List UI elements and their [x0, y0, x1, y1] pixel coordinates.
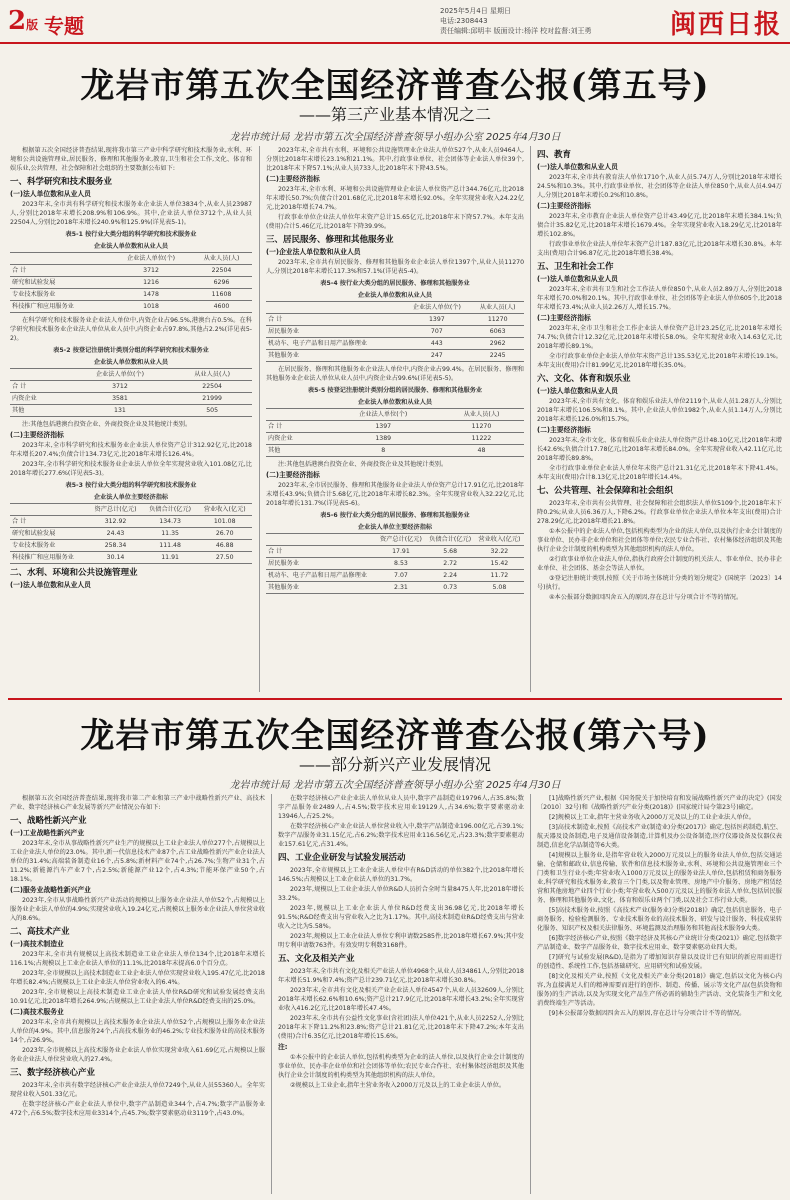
table-caption: 企业法人单位数和从业人员 [93, 359, 169, 366]
bulletin6-column-1 [10, 794, 265, 1194]
subsection-heading: (一)法人单位数和从业人员 [537, 387, 618, 395]
subsection-heading: (二)主要经济指标 [537, 426, 591, 434]
table-caption: 表5-2 按登记注册统计类别分组的科学研究和技术服务业 [53, 347, 209, 354]
table-row: 科技推广和应用服务业 30.14 11.91 27.50 [10, 552, 252, 564]
paragraph: 2023年末,全市共有卫生和社会工作法人单位850个,从业人员2.89万人,分别比2018年末增长70.0%和20.1%。其中,行政事业单位、社会团体等企业法人单位605个,比2018年末增长73.4%;从业人员2.26万人,增长15.7%。 [537, 286, 782, 311]
table-row: 其他 131 505 [10, 405, 252, 417]
notes-heading: 注: [278, 1043, 288, 1051]
section-heading: 七、公共管理、社会保障和社会组织 [537, 486, 674, 496]
footnote: [3]高技术制造业,按照《高技术产业(制造业)分类(2017)》确定,包括医药制造,航空、航天器及设备制造,电子及通信设备制造,计算机及办公设备制造,医疗仪器设备及仪器仪表制造,信息化学品制造等6大类。 [537, 824, 782, 849]
footnote: ②规模以上工业企业,指年主营业务收入2000万元及以上的工业企业法人单位。 [290, 1082, 506, 1089]
paragraph: 2023年末,全市共有规模以上高技术服务业企业法人单位52个,占规模以上服务业企业法人单位的4.9%。其中,信息服务24个,占高技术服务业的46.2%;专业技术服务业的高技术服务14个,占26.9%。 [10, 1019, 265, 1044]
section-heading: 三、数字经济核心产业 [10, 1068, 96, 1078]
paragraph: 2023年,规模以上工业企业法人单位专利申请数2585件,比2018年增长67.9%;其中发明专利申请数763件。有效发明专利数3168件。 [278, 933, 524, 949]
table-caption: 企业法人单位主要经济指标 [357, 524, 433, 531]
table-caption: 表5-1 按行业大类分组的科学研究和技术服务业 [65, 231, 197, 238]
table-5-5: 企业法人单位(个) 从业人员(人) 合 计 1397 11270 内资企业 1389 11222 其他 8 48 [266, 408, 524, 457]
paragraph: 2023年,全市规模以上高技术服务业企业法人单位实现营业收入61.69亿元,占规模以上服务业企业法人单位营业收入的27.4%。 [10, 1047, 265, 1063]
table-row: 专业技术服务业 258.34 111.48 46.88 [10, 540, 252, 552]
footnote: [6]数字经济核心产业,按照《数字经济及其核心产业统计分类(2021)》确定,包括数字产品制造业、数字产品服务业、数字技术应用业、数字要素驱动业四大类。 [537, 935, 782, 951]
subsection-heading: (一)法人单位数和从业人员 [10, 581, 91, 589]
bulletin6-subtitle: ——部分新兴产业发展情况 [298, 755, 491, 774]
section-heading: 三、居民服务、修理和其他服务业 [266, 235, 394, 245]
table-5-1: 企业法人单位(个) 从业人员(人) 合 计 3712 22504 研究和试验发展 1216 6296 专业技术服务业 1478 11608 科技推广和应用服务业 1018 4600 [10, 252, 252, 313]
bulletin6-column-3 [537, 794, 782, 1194]
bulletin6-title: 龙岩市第五次全国经济普查公报(第六号) [80, 716, 710, 756]
table-row: 科技推广和应用服务业 1018 4600 [10, 301, 252, 313]
issue-meta [440, 6, 592, 36]
paragraph: 2023年末,全市水利、环境和公共设施管理业企业法人单位资产总计344.76亿元,比2018年末增长50.7%;负债合计201.68亿元,比2018年末增长92.0%。全年实现营业收入24.22亿元,比2018年增长74.7%。 [266, 186, 524, 211]
paragraph: 2023年末,全市共有科学研究和技术服务业企业法人单位3834个,从业人员23987人,分别比2018年末增长208.9%和106.9%。其中,企业法人单位3712个,从业人员22504人,分别比2018年末增长240.9%和125.9%(详见表5-1)。 [10, 201, 252, 226]
paragraph: 2023年末,全市共有居民服务、修理和其他服务业企业法人单位1397个,从业人员11270人,分别比2018年末增长117.3%和57.1%(详见表5-4)。 [266, 259, 524, 275]
table-row: 合 计 17.91 5.68 32.22 [266, 546, 524, 558]
column-divider [530, 794, 531, 1194]
paragraph: 2023年末,全市共有文化、体育和娱乐业法人单位2119个,从业人员1.28万人,分别比2018年末增长106.5%和8.1%。其中,企业法人单位1982个,从业人员1.14万人,分别比2018年末增长126.0%和15.7%。 [537, 398, 782, 423]
table-row: 其他 8 48 [266, 445, 524, 457]
paragraph: 全市行政事业单位企业法人单位年末资产总计135.53亿元,比2018年末增长19.1%。本年支出(费用)合计81.99亿元,比2018年增长35.0%。 [537, 353, 782, 369]
paragraph: 2023年,全市规模以上高技术制造业工业企业法人单位实现营业收入195.47亿元,比2018年增长82.4%;占规模以上工业企业法人单位营业收入的6.4%。 [10, 970, 265, 986]
table-row: 其他服务业 247 2245 [266, 350, 524, 362]
bulletin5-title: 龙岩市第五次全国经济普查公报(第五号) [80, 66, 710, 106]
table-caption: 企业法人单位数和从业人员 [357, 292, 433, 299]
table-row: 合 计 1397 11270 [266, 421, 524, 433]
paragraph: 行政事业单位企业法人单位年末资产总计187.83亿元,比2018年末增长30.8%。本年支出(费用)合计96.87亿元,比2018年增长38.4%。 [537, 241, 782, 257]
subsection-heading: (二)服务业战略性新兴产业 [10, 886, 91, 894]
table-row: 内资企业 3581 21999 [10, 393, 252, 405]
bulletin6-byline: 龙岩市统计局 龙岩市第五次全国经济普查领导小组办公室 2025年4月30日 [229, 780, 561, 791]
paragraph: 在科学研究和技术服务业企业法人单位中,内资企业占96.5%,港澳台占0.5%。在科学研究和技术服务业企业法人单位从业人员中,内资企业占97.8%,其他占2.2%(详见表5-2)。 [10, 317, 252, 342]
footnote: ①本公报中的企业法人单位,包括机构类型为企业的法人单位,以及执行企业会计制度的事业单位、民办非企业单位和社会团体等单位;农民专业合作社、农村集体经济组织及其他执行企业会计制度的机构类型为其他组织机构的法人单位。 [537, 528, 782, 553]
paragraph: 2023年末,全市共有文化及相关产业法人单位4968个,从业人员34861人,分别比2018年末增长51.9%和7.4%;资产总计239.71亿元,比2018年末增长30.8%。 [278, 968, 524, 984]
subsection-heading: (一)法人单位数和从业人员 [537, 275, 618, 283]
newspaper-logo: 闽西日报 [669, 10, 782, 40]
footnote: [2]规模以上工业,指年主营业务收入2000万元及以上的工业企业法人单位。 [549, 814, 755, 821]
section-heading: 五、卫生和社会工作 [537, 262, 614, 272]
paragraph: 在数字经济核心产业企业法人单位从业人员中,数字产品制造业19796人,占35.8%;数字产品服务业2489人,占4.5%;数字技术应用业19129人,占34.6%;数字要素驱动业13946人,占25.2%。 [278, 795, 524, 820]
table-row: 机动车、电子产品和日用产品修理业 443 2962 [266, 338, 524, 350]
subsection-heading: (一)工业战略性新兴产业 [10, 829, 85, 837]
footnote: [8]文化及相关产业,按照《文化及相关产业分类(2018)》确定,包括以文化为核心内容,为直接满足人们的精神需要而进行的创作、制造、传播、展示等文化产品(包括货物和服务)的生产活动,以及为实现文化产品生产所必需的辅助生产活动、文化装备生产和文化消费终端生产等活动。 [537, 973, 782, 1007]
paragraph: 2023年,全市科学研究和技术服务业企业法人单位全年实现营业收入101.08亿元,比2018年增长277.6%(详见表5-3)。 [10, 461, 252, 477]
table-caption: 企业法人单位数和从业人员 [93, 243, 169, 250]
paragraph: 2023年末,全市文化、体育和娱乐业企业法人单位资产总计48.10亿元,比2018年末增长42.6%;负债合计17.78亿元,比2018年末增长84.0%。全年实现营业收入42.11亿元,比2018年增长89.8%。 [537, 437, 782, 462]
intro-paragraph: 根据第五次全国经济普查结果,现将我市第三产业中科学研究和技术服务业,水利、环境和公共设施管理业,居民服务、修理和其他服务业,教育,卫生和社会工作,文化、体育和娱乐业,公共管理、社会保障和社会组织的主要数据公布如下: [10, 147, 252, 172]
section-divider [8, 698, 782, 700]
subsection-heading: (二)主要经济指标 [537, 314, 591, 322]
paragraph: 2023年,规模以上工业企业法人单位R&D人员折合全时当量8475人年,比2018年增长33.2%。 [278, 886, 524, 902]
footnote: ①本公报中的企业法人单位,包括机构类型为企业的法人单位,以及执行企业会计制度的事业单位、民办非企业单位和社会团体等单位;农民专业合作社、农村集体经济组织及其他执行企业会计制度的机构类型为其他组织机构的法人单位。 [278, 1054, 524, 1079]
paragraph: 2023年末,全市共有文化及相关产业企业法人单位4547个,从业人员32609人,分别比2018年末增长62.6%和10.6%;资产总计217.9亿元,比2018年末增长43.2%;全年实现营业收入416.2亿元,比2018年增长47.4%。 [278, 987, 524, 1012]
footnote: [5]高技术服务业,按照《高技术产业(服务业)分类(2018)》确定,包括信息服务、电子商务服务、检验检测服务、专业技术服务业的高技术服务、研发与设计服务、科技成果转化服务、知识产权及相关法律服务、环境监测及治理服务和其他高技术服务9大类。 [537, 907, 782, 932]
table-caption: 表5-5 按登记注册统计类别分组的居民服务、修理和其他服务业 [307, 387, 483, 394]
table-row: 居民服务业 707 6063 [266, 326, 524, 338]
paragraph: 2023年末,全市共有教育法人单位1710个,从业人员5.74万人,分别比2018年末增长24.5%和10.3%。其中,行政事业单位、社会团体等企业法人单位850个,从业人员4.94万人,分别比2018年末增长0.2%和10.8%。 [537, 174, 782, 199]
paragraph: 全市行政事业单位企业法人单位年末资产总计21.31亿元,比2018年末下降41.4%。本年支出(费用)合计8.13亿元,比2018年增长14.4%。 [537, 465, 782, 481]
bulletin5-column-1 [10, 146, 252, 692]
section-heading: 五、文化及相关产业 [278, 954, 355, 964]
table-5-3: 资产总计(亿元) 负债合计(亿元) 营业收入(亿元) 合 计 312.92 134.73 101.08 研究和试验发展 24.43 11.35 26.70 专业技术服务业 258.34 111.48 46.88 科技推广和应用服务业 30.14 11.91 27.50 [10, 503, 252, 564]
table-row: 合 计 312.92 134.73 101.08 [10, 516, 252, 528]
table-caption: 表5-4 按行业大类分组的居民服务、修理和其他服务业 [320, 280, 470, 287]
column-divider [530, 146, 531, 692]
table-note: 注:其他包括港澳台投资企业、外商投资企业及其他统计类别。 [22, 421, 192, 428]
table-caption: 表5-6 按行业大类分组的居民服务、修理和其他服务业 [320, 512, 470, 519]
paragraph: 2023年末,全市科学研究和技术服务业企业法人单位资产总计312.92亿元,比2018年末增长207.4%;负债合计134.73亿元,比2018年末增长126.4%。 [10, 442, 252, 458]
section-name: 专题 [44, 14, 84, 38]
bulletin5-subtitle: ——第三产业基本情况之二 [298, 105, 491, 124]
issue-date: 2025年5月4日 星期日 [440, 7, 511, 15]
issue-editors: 责任编辑:邱明丰 版面设计:杨洋 校对监督:刘王勇 [440, 27, 592, 35]
paragraph: 2023年,全市从事战略性新兴产业活动的规模以上服务业企业法人单位52个,占规模以上服务业企业法人单位的4.9%;实现营业收入19.24亿元,占规模以上服务业企业法人单位营业收入的8.6%。 [10, 897, 265, 922]
section-heading: 一、战略性新兴产业 [10, 816, 87, 826]
footnote: [1]战略性新兴产业,根据《国务院关于加快培育和发展战略性新兴产业的决定》(国发〔2010〕32号)和《战略性新兴产业分类(2018)》(国家统计局令第23号)确定。 [537, 795, 782, 811]
table-row: 研究和试验发展 24.43 11.35 26.70 [10, 528, 252, 540]
section-heading: 四、工业企业研发与试验发展活动 [278, 853, 406, 863]
bulletin5-column-2 [266, 146, 524, 692]
table-note: 注:其他包括港澳台投资企业、外商投资企业及其他统计类别。 [278, 461, 448, 468]
table-row: 研究和试验发展 1216 6296 [10, 277, 252, 289]
paragraph: 行政事业单位企业法人单位年末资产总计15.65亿元,比2018年末下降57.7%。本年支出(费用)合计5.46亿元,比2018年下降39.9%。 [266, 214, 524, 230]
paragraph: 2023年末,全市教育企业法人单位资产总计43.49亿元,比2018年末增长384.1%;负债合计35.82亿元,比2018年末增长1679.4%。全年实现营业收入18.29亿元,比2018年增长102.8%。 [537, 213, 782, 238]
subsection-heading: (二)主要经济指标 [10, 431, 64, 439]
subsection-heading: (一)高技术制造业 [10, 940, 64, 948]
footnote: [9]本公报部分数据因四舍五入的原因,存在总计与分项合计不等的情况。 [549, 1010, 746, 1017]
table-row: 其他服务业 2.31 0.73 5.08 [266, 582, 524, 594]
subsection-heading: (二)高技术服务业 [10, 1008, 64, 1016]
section-heading: 二、高技术产业 [10, 927, 70, 937]
section-heading: 四、教育 [537, 150, 572, 160]
paragraph: 2023年末,全市共有公益性文化事业(含社团)法人单位421个,从业人员2252人,分别比2018年末下降11.2%和23.8%;资产总计21.81亿元,比2018年末下降47.2%;本年支出(费用)合计6.35亿元,比2018年增长15.6%。 [278, 1015, 524, 1040]
table-5-6: 资产总计(亿元) 负债合计(亿元) 营业收入(亿元) 合 计 17.91 5.68 32.22 居民服务业 8.53 2.72 15.42 机动车、电子产品和日用产品修理业 7.07 2.24 11.72 其他服务业 2.31 0.73 5.08 [266, 533, 524, 594]
intro-paragraph: 根据第五次全国经济普查结果,现将我市第二产业和第三产业中战略性新兴产业、高技术产业、数字经济核心产业发展等新兴产业情况公布如下: [10, 795, 265, 811]
section-heading: 二、水利、环境和公共设施管理业 [10, 568, 138, 578]
table-row: 专业技术服务业 1478 11608 [10, 289, 252, 301]
paragraph: 2023年,全市规模以上工业企业法人单位中有R&D活动的单位382个,比2018年增长146.5%;占规模以上工业企业法人单位的31.7%。 [278, 867, 524, 883]
paragraph: 2023年末,全市共有规模以上高技术制造业工业企业法人单位134个,比2018年末增长116.1%;占规模以上工业企业法人单位的11.1%,比2018年末提高6.0个百分点。 [10, 951, 265, 967]
paragraph: 在数字经济核心产业企业法人单位营业收入中,数字产品制造业196.00亿元,占39.1%;数字产品服务业31.15亿元,占6.2%;数字技术应用业116.56亿元,占23.3%;数字要素驱动业157.61亿元,占31.4%。 [278, 823, 524, 848]
column-divider [271, 794, 272, 1194]
section-heading: 六、文化、体育和娱乐业 [537, 374, 631, 384]
footnote: ④本公报部分数据因四舍五入的原因,存在总计与分项合计不等的情况。 [549, 594, 743, 601]
subsection-heading: (一)法人单位数和从业人员 [10, 190, 91, 198]
table-row: 合 计 3712 22504 [10, 265, 252, 277]
column-divider [259, 146, 260, 692]
table-5-2: 企业法人单位(个) 从业人员(人) 合 计 3712 22504 内资企业 3581 21999 其他 131 505 [10, 368, 252, 417]
table-row: 居民服务业 8.53 2.72 15.42 [266, 558, 524, 570]
table-row: 机动车、电子产品和日用产品修理业 7.07 2.24 11.72 [266, 570, 524, 582]
table-caption: 企业法人单位数和从业人员 [357, 399, 433, 406]
footnote: ②行政事业单位企业法人单位,指执行政府会计制度的机关法人、事业单位、民办非企业单位、社会团体、基金会等法人单位。 [537, 556, 782, 572]
table-row: 合 计 1397 11270 [266, 314, 524, 326]
paragraph: 2023年末,全市居民服务、修理和其他服务业企业法人单位资产总计17.91亿元,比2018年末增长43.9%;负债合计5.68亿元,比2018年末增长82.3%。全年实现营业收入32.22亿元,比2018年增长131.7%(详见表5-6)。 [266, 482, 524, 507]
paragraph: 2023年,规模以上工业企业法人单位R&D经费支出36.98亿元,比2018年增长91.5%;R&D经费支出与营业收入之比为1.17%。其中,高技术制造业R&D经费支出与营业收入之比为5.58%。 [278, 905, 524, 930]
footnote: ③登记注册统计类别,按照《关于市场主体统计分类的划分规定》(国统字〔2023〕14号)执行。 [537, 575, 782, 591]
subsection-heading: (二)主要经济指标 [266, 175, 320, 183]
table-row: 合 计 3712 22504 [10, 381, 252, 393]
table-caption: 企业法人单位主要经济指标 [93, 494, 169, 501]
table-row: 内资企业 1389 11222 [266, 433, 524, 445]
subsection-heading: (二)主要经济指标 [266, 471, 320, 479]
subsection-heading: (一)法人单位数和从业人员 [537, 163, 618, 171]
subsection-heading: (二)主要经济指标 [537, 202, 591, 210]
paragraph: 2023年末,全市卫生和社会工作企业法人单位资产总计23.25亿元,比2018年末增长74.7%;负债合计12.32亿元,比2018年末增长58.0%。全年实现营业收入14.63亿元,比2018年增长89.1%。 [537, 325, 782, 350]
section-heading: 一、科学研究和技术服务业 [10, 177, 113, 187]
paragraph: 2023年末,全市共有公共管理、社会保障和社会组织法人单位5109个,比2018年末下降0.2%;从业人员6.36万人,下降6.2%。行政事业单位企业法人单位本年支出(费用)合计278.29亿元,比2018年增长21.8%。 [537, 500, 782, 525]
table-5-4: 企业法人单位(个) 从业人员(人) 合 计 1397 11270 居民服务业 707 6063 机动车、电子产品和日用产品修理业 443 2962 其他服务业 247 2245 [266, 301, 524, 362]
paragraph: 2023年末,全市共有数字经济核心产业企业法人单位7249个,从业人员55360人。全年实现营业收入501.33亿元。 [10, 1082, 265, 1098]
bulletin5-column-3 [537, 146, 782, 692]
paragraph: 2023年末,全市从事战略性新兴产业生产的规模以上工业企业法人单位277个,占规模以上工业企业法人单位的23.0%。其中,新一代信息技术产业87个,占工业战略性新兴产业企业法人单位的31.4%;高端装备制造业16个,占5.8%;新材料产业74个,占26.7%;生物产业31个,占11.2%;新能源汽车产业7个,占2.5%;新能源产业12个,占4.3%;节能环保产业50个,占18.1%。 [10, 840, 265, 883]
table-caption: 表5-3 按行业大类分组的科学研究和技术服务业 [65, 482, 197, 489]
masthead [0, 0, 790, 44]
issue-phone: 电话:2308443 [440, 17, 488, 25]
bulletin6-column-2 [278, 794, 524, 1194]
paragraph: 在数字经济核心产业企业法人单位中,数字产品制造业344个,占4.7%;数字产品服务业472个,占6.5%;数字技术应用业3314个,占45.7%;数字要素驱动业3119个,占43.0%。 [10, 1101, 265, 1117]
subsection-heading: (一)企业法人单位数和从业人员 [266, 248, 361, 256]
paragraph: 2023年末,全市共有水利、环境和公共设施管理业企业法人单位527个,从业人员9464人,分别比2018年末增长23.1%和21.1%。其中,行政事业单位、社会团体等企业法人单位39个,比2018年末下降57.1%;从业人员733人,比2018年末下降43.5%。 [266, 147, 524, 172]
paragraph: 在居民服务、修理和其他服务业企业法人单位中,内资企业占99.4%。在居民服务、修理和其他服务业企业法人单位从业人员中,内资企业占99.6%(详见表5-5)。 [266, 366, 524, 382]
footnote: [7]研究与试验发展(R&D),是指为了增加知识存量以及设计已有知识的新应用而进行的创造性、系统性工作,包括基础研究、应用研究和试验发展。 [537, 954, 782, 970]
footnote: [4]规模以上服务业,是指年营业收入2000万元及以上的服务业法人单位,包括交通运输、仓储和邮政业,信息传输、软件和信息技术服务业,水利、环境和公共设施管理业三个门类和卫生行业小类;年营业收入1000万元及以上的服务业法人单位,包括租赁和商务服务业,科学研究和技术服务业,教育三个门类,以及物业管理、房地产中介服务、房地产租赁经营和其他房地产业四个行业小类;年营业收入500万元及以上的服务业法人单位,包括居民服务、修理和其他服务业,文化、体育和娱乐业两个门类,以及社会工作行业大类。 [537, 852, 782, 904]
page-number: 2版 [8, 6, 39, 36]
paragraph: 2023年,全市规模以上高技术制造业工业企业法人单位R&D研究和试验发展经费支出10.91亿元,比2018年增长264.9%;占规模以上工业企业法人单位R&D经费支出的25.0%。 [10, 989, 265, 1005]
bulletin5-byline: 龙岩市统计局 龙岩市第五次全国经济普查领导小组办公室 2025年4月30日 [229, 132, 561, 143]
